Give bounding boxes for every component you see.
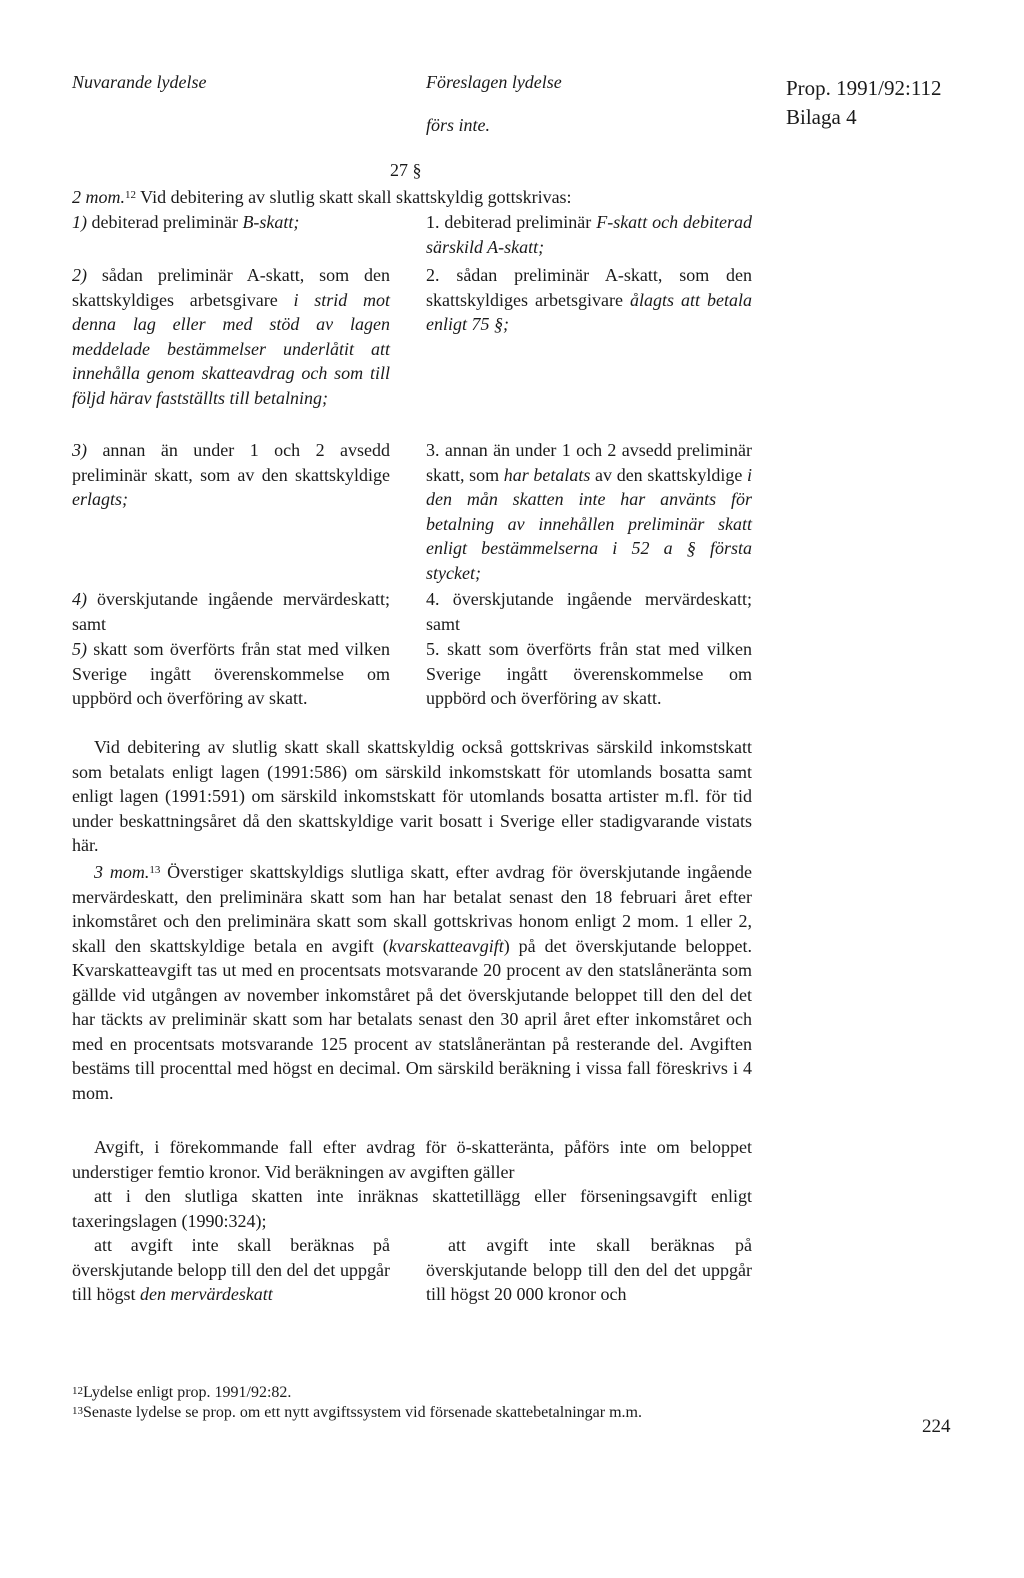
right-item-3-text-b: av den skattskyldige (590, 464, 747, 485)
header-prop-ref: Prop. 1991/92:112 (786, 76, 942, 100)
mom2-label: 2 mom. (72, 187, 125, 207)
left-item-1 (72, 210, 390, 235)
left-item-1-number: 1) (72, 212, 87, 232)
right-item-3-text: annan än under 1 och 2 avsedd preliminär skatt, som (426, 440, 752, 485)
paragraph-mom3 (72, 860, 752, 1105)
bottom-right-clause (426, 1233, 752, 1307)
paragraph-avgift-text: Avgift, i förekommande fall efter avdrag för ö-skatteränta, påförs inte om beloppet understiger femtio kronor. Vid beräkningen av avgiften gäller (72, 1137, 752, 1182)
footnote-ref-12: 12 (125, 189, 136, 201)
mom3-label: 3 mom. (94, 862, 150, 882)
bottom-left-italic: den mervärdeskatt (140, 1284, 273, 1304)
header-current-label: Nuvarande lydelse (72, 72, 207, 92)
right-item-3 (426, 438, 752, 585)
paragraph-vid-debitering (72, 735, 752, 858)
left-item-1-italic: B-skatt; (242, 212, 300, 232)
left-item-3 (72, 438, 390, 512)
left-item-3-number: 3) (72, 440, 87, 460)
right-item-2 (426, 263, 752, 337)
paragraph-avgift (72, 1135, 752, 1184)
right-item-4 (426, 587, 752, 636)
mom2-intro-text: Vid debitering av slutlig skatt skall skattskyldig gottskrivas: (136, 187, 572, 207)
mom3-italic: kvarskatteavgift (388, 935, 504, 956)
left-item-3-italic: erlagts; (72, 489, 128, 509)
footnote-13 (72, 1403, 762, 1423)
left-item-5-text: skatt som överförts från stat med vilken Sverige ingått överenskommelse om uppbörd och överföring av skatt. (72, 639, 390, 708)
left-item-4-text: överskjutande ingående mervärdeskatt; samt (72, 589, 390, 634)
left-item-5 (72, 637, 390, 711)
right-item-1 (426, 210, 752, 259)
header-proposed-label: Föreslagen lydelse (426, 72, 562, 92)
left-item-2-number: 2) (72, 265, 87, 285)
top-proposed-text: förs inte. (426, 115, 491, 135)
footnote-13-number: 13 (72, 1405, 83, 1417)
left-item-2 (72, 263, 390, 410)
header-appendix: Bilaga 4 (786, 105, 857, 129)
right-item-3-italic-b: i den mån skatten inte har använts för betalning av innehållen preliminär skatt enligt bestämmelserna i 52 a § första stycket; (426, 464, 752, 583)
right-item-5-text: skatt som överförts från stat med vilken Sverige ingått överenskommelse om uppbörd och överföring av skatt. (426, 639, 753, 708)
paragraph-vid-text: Vid debitering av slutlig skatt skall skattskyldig också gottskrivas särskild inkomstskatt som betalats enligt lagen (1991:586) om särskild inkomstskatt för utomlands bosatta samt enligt lagen (1991:591) om särskild inkomstskatt för utomlands bosatta artister m.fl. för tid under beskattningsåret då den skattskyldige varit bosatt i Sverige eller stadigvarande vistats här. (72, 737, 752, 855)
right-item-1-number: 1. (426, 212, 440, 232)
left-item-2-text: sådan preliminär A-skatt, som den skattskyldiges arbetsgivare (72, 265, 391, 310)
footnote-ref-13: 13 (149, 864, 161, 876)
mom3-text-a: Överstiger skattskyldigs slutliga skatt, efter avdrag för överskjutande ingående mervärdeskatt, den preliminära skatt som han har betalat senast den 18 februari året efter inkomståret och den preliminära skatt som skall gottskrivas honom enligt 2 mom. 1 eller 2, skall den skattskyldige betala en avgift ( (72, 862, 753, 956)
left-item-2-italic: i strid mot denna lag eller med stöd av lagen meddelade bestämmelser underlåtit att innehålla genom skatteavdrag och som till följd härav fastställts till betalning; (72, 289, 390, 408)
right-item-1-italic: F-skatt och debiterad särskild A-skatt; (426, 212, 753, 257)
left-item-3-text: annan än under 1 och 2 avsedd preliminär skatt, som av den skattskyldige (72, 440, 390, 485)
bottom-right-text: att avgift inte skall beräknas på överskjutande belopp till den del det uppgår till högst 20 000 kronor och (426, 1235, 752, 1304)
left-item-1-text: debiterad preliminär (91, 212, 243, 232)
right-item-2-italic: ålagts att betala enligt 75 §; (426, 289, 753, 334)
bottom-left-clause (72, 1233, 390, 1307)
section-number: 27 § (390, 160, 422, 180)
right-item-3-italic-a: har betalats (503, 464, 591, 485)
right-item-2-number: 2. (426, 265, 440, 285)
footnote-12 (72, 1383, 762, 1403)
bottom-left-text: att avgift inte skall beräknas på överskjutande belopp till den del det uppgår till högst (72, 1235, 390, 1304)
right-item-3-number: 3. (426, 440, 440, 460)
paragraph-att-1 (72, 1184, 752, 1233)
left-item-5-number: 5) (72, 639, 87, 659)
left-item-4-number: 4) (72, 589, 87, 609)
footnote-13-text: Senaste lydelse se prop. om ett nytt avgiftssystem vid försenade skattebetalningar m.m. (83, 1404, 642, 1421)
right-item-5 (426, 637, 752, 711)
right-item-4-text: överskjutande ingående mervärdeskatt; samt (426, 589, 752, 634)
page-number: 224 (922, 1416, 951, 1437)
right-item-2-text: sådan preliminär A-skatt, som den skattskyldiges arbetsgivare (426, 265, 752, 310)
right-item-5-number: 5. (426, 639, 440, 659)
right-item-1-text: debiterad preliminär (444, 212, 597, 232)
paragraph-att-1-text: att i den slutliga skatten inte inräknas skattetillägg eller förseningsavgift enligt taxeringslagen (1990:324); (72, 1186, 752, 1231)
mom2-intro (72, 185, 572, 210)
footnote-12-number: 12 (72, 1385, 83, 1397)
right-item-4-number: 4. (426, 589, 440, 609)
mom3-text-b: ) på det överskjutande beloppet. Kvarskatteavgift tas ut med en procentsats motsvarande 20 procent av den statslåneränta som gällde vid utgången av november inkomståret på det överskjutande beloppet till den del det har täckts av preliminär skatt som har betalats senast den 30 april året efter inkomståret och med en procentsats motsvarande 125 procent av statslåneräntan på resterande del. Avgiften bestäms till procenttal med högst en decimal. Om särskild beräkning i vissa fall föreskrivs i 4 mom. (72, 935, 752, 1103)
footnote-12-text: Lydelse enligt prop. 1991/92:82. (83, 1384, 292, 1401)
left-item-4 (72, 587, 390, 636)
